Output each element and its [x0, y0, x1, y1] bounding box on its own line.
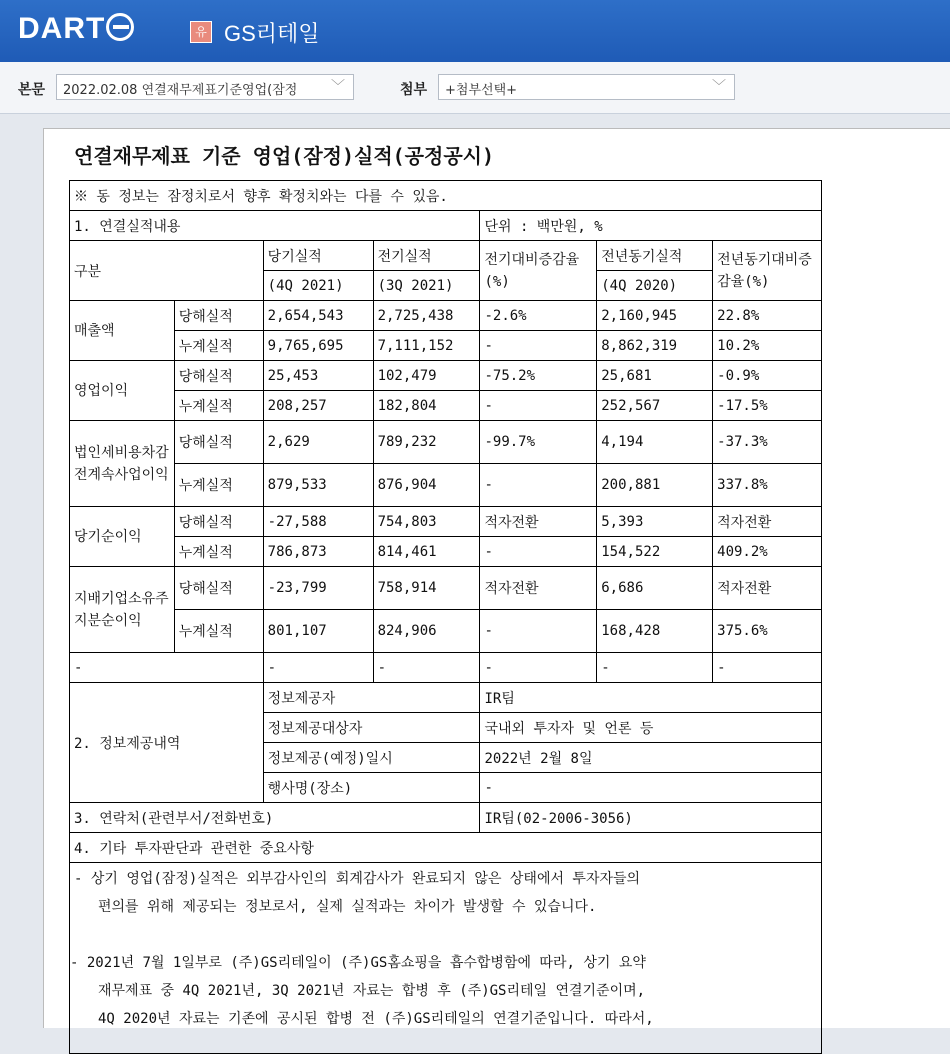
cell: 5,393: [597, 507, 713, 537]
cell: 누계실적: [174, 331, 263, 361]
cell: -: [480, 653, 597, 683]
cell: 적자전환: [480, 567, 597, 610]
cell: -99.7%: [480, 421, 597, 464]
cell: 10.2%: [713, 331, 822, 361]
header-yoy: 전년동기실적: [597, 241, 713, 271]
cell: 758,914: [373, 567, 480, 610]
note-paragraph-2-line-1: - 2021년 7월 1일부로 (주)GS리테일이 (주)GS홈쇼핑을 흡수합병함에 따라, 상기 요약: [70, 955, 646, 971]
header: [0, 0, 950, 62]
cell: -27,588: [263, 507, 373, 537]
note-paragraph-1-line-2: 편의를 위해 제공되는 정보로서, 실제 실적과는 차이가 발생할 수 있습니다.: [98, 899, 597, 915]
header-yoy-rate: 전년동기대비증감율(%): [713, 241, 822, 301]
company-name[interactable]: GS리테일: [224, 21, 320, 46]
toolbar: [0, 62, 950, 114]
table-row: [70, 301, 822, 331]
section-4-title: 4. 기타 투자판단과 관련한 중요사항: [70, 833, 822, 863]
row-name: 당기순이익: [70, 507, 175, 567]
cell: 당해실적: [174, 301, 263, 331]
table-row: [70, 391, 822, 421]
info-key: 정보제공(예정)일시: [263, 743, 480, 773]
cell: -: [70, 653, 264, 683]
cell: 9,765,695: [263, 331, 373, 361]
unit: 단위 : 백만원, %: [480, 211, 822, 241]
cell: 누계실적: [174, 464, 263, 507]
disclosure-table: [69, 180, 822, 1054]
cell: 4,194: [597, 421, 713, 464]
cell: -: [480, 331, 597, 361]
note-paragraph-2-line-3: 4Q 2020년 자료는 기존에 공시된 합병 전 (주)GS리테일의 연결기준입니다. 따라서,: [98, 1011, 654, 1027]
table-row: [70, 567, 822, 610]
contact-value: IR팀(02-2006-3056): [480, 803, 822, 833]
cell: 22.8%: [713, 301, 822, 331]
notes-cell: [70, 863, 822, 1054]
table-row: [70, 464, 822, 507]
note-paragraph-2-line-2: 재무제표 중 4Q 2021년, 3Q 2021년 자료는 합병 후 (주)GS리테일 연결기준이며,: [98, 983, 646, 999]
table-row: [70, 653, 822, 683]
cell: -: [713, 653, 822, 683]
document-title: 연결재무제표 기준 영업(잠정)실적(공정공시): [74, 144, 495, 168]
cell: 당해실적: [174, 421, 263, 464]
cell: -: [480, 391, 597, 421]
cell: 754,803: [373, 507, 480, 537]
table-row: [70, 331, 822, 361]
table-row: [70, 507, 822, 537]
cell: -37.3%: [713, 421, 822, 464]
cell: 409.2%: [713, 537, 822, 567]
cell: 814,461: [373, 537, 480, 567]
main-label: 본문: [18, 82, 46, 98]
header-previous-period: (3Q 2021): [373, 271, 480, 301]
cell: 154,522: [597, 537, 713, 567]
cell: -0.9%: [713, 361, 822, 391]
cell: 2,629: [263, 421, 373, 464]
table-row: [70, 421, 822, 464]
row-name: 매출액: [70, 301, 175, 361]
info-value: 국내외 투자자 및 언론 등: [480, 713, 822, 743]
chevron-down-icon: ﹀: [712, 79, 726, 95]
document-body: [43, 128, 950, 1028]
header-category: 구분: [70, 241, 264, 301]
info-value: 2022년 2월 8일: [480, 743, 822, 773]
cell: 252,567: [597, 391, 713, 421]
cell: -75.2%: [480, 361, 597, 391]
table-row: [70, 361, 822, 391]
cell: 208,257: [263, 391, 373, 421]
table-row: [70, 610, 822, 653]
cell: 적자전환: [480, 507, 597, 537]
cell: 786,873: [263, 537, 373, 567]
cell: 876,904: [373, 464, 480, 507]
cell: 168,428: [597, 610, 713, 653]
header-qoq: 전기대비증감율(%): [480, 241, 597, 301]
company-badge: 유: [190, 21, 212, 43]
cell: -: [263, 653, 373, 683]
cell: 879,533: [263, 464, 373, 507]
header-current-period: (4Q 2021): [263, 271, 373, 301]
header-current: 당기실적: [263, 241, 373, 271]
info-key: 행사명(장소): [263, 773, 480, 803]
note-paragraph-1-line-1: - 상기 영업(잠정)실적은 외부감사인의 회계감사가 완료되지 않은 상태에서 투자자들의: [74, 871, 641, 887]
info-key: 정보제공대상자: [263, 713, 480, 743]
cell: -: [480, 464, 597, 507]
cell: 누계실적: [174, 391, 263, 421]
cell: 2,725,438: [373, 301, 480, 331]
cell: -: [597, 653, 713, 683]
cell: 누계실적: [174, 610, 263, 653]
cell: -: [373, 653, 480, 683]
cell: 7,111,152: [373, 331, 480, 361]
attach-label: 첨부: [400, 82, 428, 98]
main-document-select[interactable]: [56, 74, 354, 100]
dart-logo-icon: [106, 13, 134, 41]
cell: 당해실적: [174, 507, 263, 537]
cell: 2,654,543: [263, 301, 373, 331]
note: ※ 동 정보는 잠정치로서 향후 확정치와는 다를 수 있음.: [70, 181, 822, 211]
cell: 789,232: [373, 421, 480, 464]
info-value: IR팀: [480, 683, 822, 713]
cell: 375.6%: [713, 610, 822, 653]
cell: 25,681: [597, 361, 713, 391]
cell: 2,160,945: [597, 301, 713, 331]
cell: 누계실적: [174, 537, 263, 567]
cell: 당해실적: [174, 567, 263, 610]
cell: 102,479: [373, 361, 480, 391]
header-previous: 전기실적: [373, 241, 480, 271]
row-name: 영업이익: [70, 361, 175, 421]
main-document-value: 2022.02.08 연결재무제표기준영업(잠정: [63, 83, 298, 98]
cell: 적자전환: [713, 507, 822, 537]
info-key: 정보제공자: [263, 683, 480, 713]
cell: 25,453: [263, 361, 373, 391]
section-3-title: 3. 연락처(관련부서/전화번호): [70, 803, 480, 833]
attachment-select[interactable]: [438, 74, 735, 100]
table-row: [70, 537, 822, 567]
cell: 적자전환: [713, 567, 822, 610]
cell: 당해실적: [174, 361, 263, 391]
row-name: 지배기업소유주지분순이익: [70, 567, 175, 653]
attachment-value: +첨부선택+: [445, 83, 518, 98]
cell: -17.5%: [713, 391, 822, 421]
cell: -: [480, 537, 597, 567]
cell: 182,804: [373, 391, 480, 421]
cell: 6,686: [597, 567, 713, 610]
info-value: -: [480, 773, 822, 803]
cell: 337.8%: [713, 464, 822, 507]
cell: -: [480, 610, 597, 653]
header-yoy-period: (4Q 2020): [597, 271, 713, 301]
cell: 200,881: [597, 464, 713, 507]
cell: 801,107: [263, 610, 373, 653]
chevron-down-icon: ﹀: [331, 79, 345, 95]
section-2-title: 2. 정보제공내역: [70, 683, 264, 803]
cell: -23,799: [263, 567, 373, 610]
row-name: 법인세비용차감전계속사업이익: [70, 421, 175, 507]
cell: -2.6%: [480, 301, 597, 331]
cell: 824,906: [373, 610, 480, 653]
section-1-title: 1. 연결실적내용: [70, 211, 480, 241]
dart-logo[interactable]: DART: [18, 12, 134, 46]
cell: 8,862,319: [597, 331, 713, 361]
